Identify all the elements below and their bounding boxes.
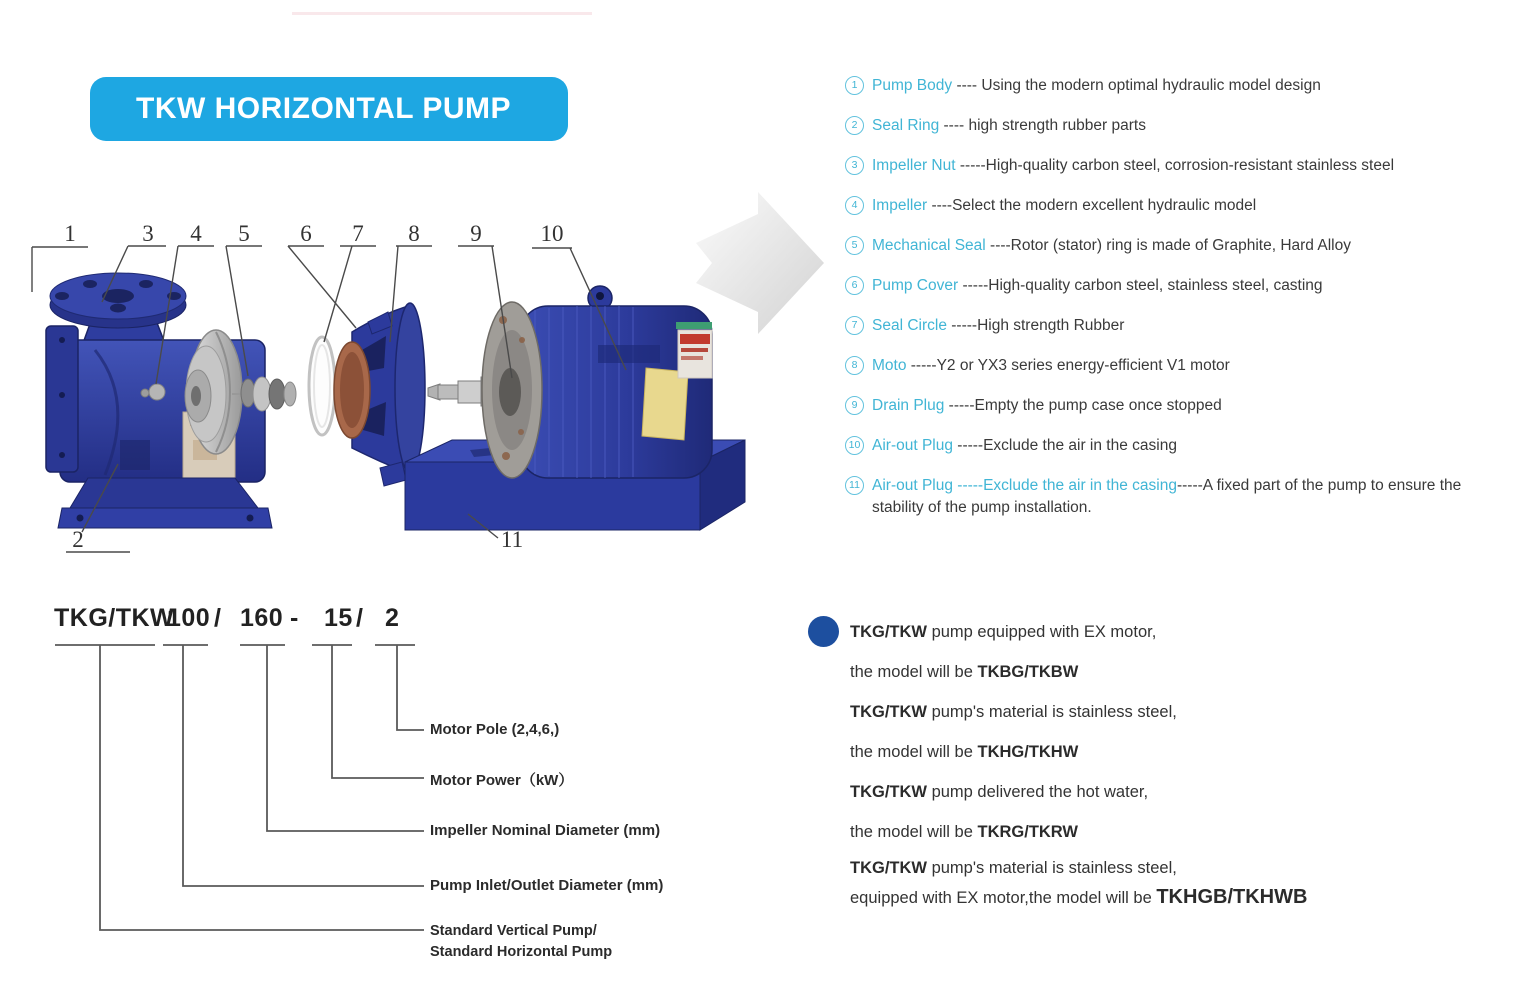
model-name-text: TKG/TKW	[850, 783, 927, 801]
part-list-item	[845, 75, 1495, 97]
bullet-icon	[808, 616, 839, 647]
part-number-badge: 5	[845, 236, 864, 255]
label-standard-pump	[430, 921, 612, 963]
callout-6: 6	[300, 221, 312, 246]
part-text: Pump Body ---- Using the modern optimal hydraulic model design	[872, 77, 1321, 94]
model-name-text: TKRG/TKRW	[977, 823, 1078, 841]
note-line	[850, 660, 1078, 684]
part-text: Impeller ----Select the modern excellent hydraulic model	[872, 197, 1257, 214]
part-number-badge: 11	[845, 476, 864, 495]
note-text: pump's material is stainless steel,	[926, 703, 1177, 721]
note-text: pump delivered the hot water,	[926, 783, 1149, 801]
note-line	[850, 740, 1078, 764]
part-list-item	[845, 355, 1495, 377]
part-list-item	[845, 195, 1495, 217]
part-text: Air-out Plug -----Exclude the air in the casing	[872, 437, 1177, 454]
seal-circle-part	[309, 337, 335, 435]
note-text: pump equipped with EX motor,	[926, 623, 1157, 641]
part-list-item	[845, 275, 1495, 297]
note-text: the model will be	[850, 823, 978, 841]
part-list-item	[845, 315, 1495, 337]
part-number-badge: 7	[845, 316, 864, 335]
part-list-item	[845, 435, 1495, 457]
note-line	[850, 856, 1177, 880]
model-separator-dash: -	[290, 604, 299, 632]
callout-3: 3	[142, 221, 154, 246]
callout-9: 9	[470, 221, 482, 246]
callout-4: 4	[190, 221, 202, 246]
model-name-text: TKHGB/TKHWB	[1156, 886, 1308, 908]
model-name-text: TKHG/TKHW	[977, 743, 1079, 761]
part-text: Seal Circle -----High strength Rubber	[872, 317, 1125, 334]
model-separator-slash2: /	[356, 604, 364, 632]
model-separator-slash: /	[214, 604, 222, 632]
model-segment-impeller: 160	[240, 604, 284, 632]
model-code-connector-lines	[55, 645, 424, 930]
callout-11: 11	[500, 527, 524, 552]
label-motor-pole: Motor Pole (2,4,6,)	[430, 721, 560, 738]
label-impeller-diameter: Impeller Nominal Diameter (mm)	[430, 822, 661, 839]
callout-8: 8	[408, 221, 420, 246]
model-segment-inlet: 100	[167, 604, 211, 632]
label-standard-vertical: Standard Vertical Pump/	[430, 923, 597, 939]
model-segment-series: TKG/TKW	[54, 604, 175, 632]
model-name-text: TKG/TKW	[850, 623, 927, 641]
part-list-item	[845, 475, 1495, 519]
callout-7: 7	[352, 221, 364, 246]
model-name-text: TKBG/TKBW	[977, 663, 1079, 681]
note-line	[850, 885, 1307, 910]
part-text: Pump Cover -----High-quality carbon steel, stainless steel, casting	[872, 277, 1323, 294]
part-number-badge: 4	[845, 196, 864, 215]
part-text: Moto -----Y2 or YX3 series energy-efficient V1 motor	[872, 357, 1230, 374]
note-line	[850, 620, 1156, 644]
callout-10: 10	[540, 221, 564, 246]
part-list-item	[845, 115, 1495, 137]
part-number-badge: 2	[845, 116, 864, 135]
callout-5: 5	[238, 221, 250, 246]
transition-arrow-icon	[696, 192, 824, 334]
note-line	[850, 820, 1078, 844]
part-list-item	[845, 235, 1495, 257]
part-number-badge: 8	[845, 356, 864, 375]
note-text: the model will be	[850, 663, 978, 681]
page-title: TKW HORIZONTAL PUMP	[136, 92, 512, 125]
model-name-text: TKG/TKW	[850, 859, 927, 877]
callout-1: 1	[64, 221, 76, 246]
label-inlet-outlet-diameter: Pump Inlet/Outlet Diameter (mm)	[430, 877, 664, 894]
part-text: Drain Plug -----Empty the pump case once stopped	[872, 397, 1222, 414]
callout-2: 2	[72, 527, 84, 552]
part-number-badge: 1	[845, 76, 864, 95]
part-number-badge: 3	[845, 156, 864, 175]
model-segment-pole: 2	[385, 604, 400, 632]
model-segment-power: 15	[324, 604, 353, 632]
part-number-badge: 6	[845, 276, 864, 295]
note-text: the model will be	[850, 743, 978, 761]
part-text: Air-out Plug -----Exclude the air in the casing-----A fixed part of the pump to ensure the stability of the pump installation.	[872, 477, 1462, 516]
model-name-text: TKG/TKW	[850, 703, 927, 721]
part-list-item	[845, 395, 1495, 417]
label-motor-power: Motor Power（kW）	[430, 772, 574, 789]
part-text: Impeller Nut -----High-quality carbon steel, corrosion-resistant stainless steel	[872, 157, 1395, 174]
parts-list	[845, 0, 1500, 560]
label-standard-horizontal: Standard Horizontal Pump	[430, 944, 613, 960]
part-list-item	[845, 155, 1495, 177]
note-text: pump's material is stainless steel,	[926, 859, 1177, 877]
part-number-badge: 10	[845, 436, 864, 455]
part-number-badge: 9	[845, 396, 864, 415]
part-text: Mechanical Seal ----Rotor (stator) ring is made of Graphite, Hard Alloy	[872, 237, 1351, 254]
part-text: Seal Ring ---- high strength rubber parts	[872, 117, 1146, 134]
note-line	[850, 780, 1148, 804]
note-line	[850, 700, 1177, 724]
note-text: equipped with EX motor,the model will be	[850, 889, 1157, 907]
